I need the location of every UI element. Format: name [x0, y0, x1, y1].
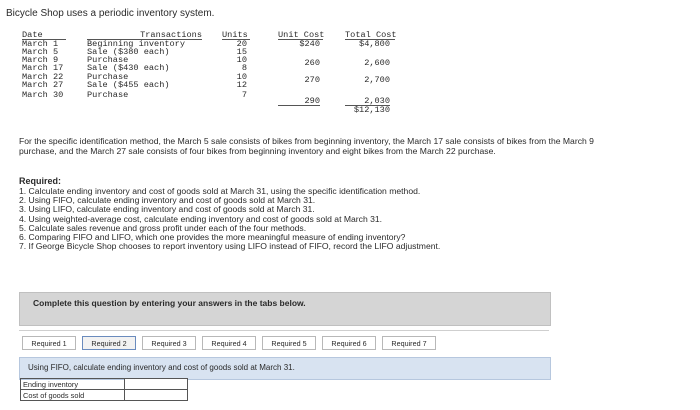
answer-row-cogs	[21, 390, 187, 400]
header-units: Units	[222, 31, 250, 40]
row-transaction: Purchase	[87, 55, 129, 65]
header-date: Date	[22, 31, 66, 40]
tab-required-3[interactable]: Required 3	[142, 336, 196, 350]
row-units: 7	[241, 90, 247, 100]
header-total-cost: Total Cost	[345, 30, 397, 40]
row-total-cost: $4,800	[359, 39, 390, 49]
requirement-item: 5. Calculate sales revenue and gross profit under each of the four methods.	[19, 222, 307, 233]
tab-required-4[interactable]: Required 4	[202, 336, 256, 350]
row-date: March 30	[22, 90, 64, 100]
row-unit-cost: 270	[304, 75, 320, 85]
row-units: 10	[236, 72, 247, 82]
requirement-item: 4. Using weighted-average cost, calculate ending inventory and cost of goods sold at March 31.	[19, 213, 383, 224]
answer-table	[20, 378, 188, 401]
row-units: 15	[236, 47, 247, 57]
question-bar	[19, 357, 551, 380]
row-units: 12	[236, 80, 247, 90]
cogs-label: Cost of goods sold	[23, 391, 85, 400]
cogs-input[interactable]	[124, 390, 187, 400]
answer-row-ending-inventory	[21, 379, 187, 390]
question-text: Using FIFO, calculate ending inventory and cost of goods sold at March 31.	[28, 363, 295, 372]
row-date: March 17	[22, 63, 64, 73]
row-total-cost: 2,700	[364, 75, 390, 85]
row-date: March 1	[22, 39, 59, 49]
requirement-item: 2. Using FIFO, calculate ending inventory and cost of goods sold at March 31.	[19, 195, 316, 206]
required-tabs	[19, 330, 549, 353]
tab-required-2[interactable]: Required 2	[82, 336, 136, 350]
row-date: March 9	[22, 55, 59, 65]
row-unit-cost: 290	[278, 97, 320, 106]
requirement-item: 1. Calculate ending inventory and cost of goods sold at March 31, using the specific identification method.	[19, 186, 421, 196]
instructions-banner	[19, 292, 551, 326]
row-transaction: Purchase	[87, 72, 129, 82]
method-paragraph: For the specific identification method, the March 5 sale consists of bikes from beginning inventory, the March 17 sale consists of bikes from the March 9 purchase, and the March 27 sale consists of four bikes from beginning inventory and eight bikes from the March 22 purchase.	[19, 136, 594, 157]
row-total-cost: 2,600	[364, 58, 390, 68]
row-transaction: Beginning inventory	[87, 39, 185, 49]
header-transactions: Transactions	[87, 31, 202, 40]
row-transaction: Sale ($380 each)	[87, 47, 170, 57]
requirement-item: 3. Using LIFO, calculate ending inventory and cost of goods sold at March 31.	[19, 204, 315, 215]
requirements-list	[19, 187, 440, 251]
row-total-cost: 2,030	[345, 97, 390, 106]
header-unit-cost: Unit Cost	[278, 30, 325, 40]
row-units: 10	[236, 55, 247, 65]
row-date: March 5	[22, 47, 59, 57]
row-transaction: Purchase	[87, 90, 129, 100]
requirement-item: 6. Comparing FIFO and LIFO, which one provides the more meaningful measure of ending inventory?	[19, 232, 406, 243]
ending-inventory-label: Ending inventory	[23, 380, 79, 389]
row-unit-cost: $240	[299, 39, 320, 49]
tab-required-5[interactable]: Required 5	[262, 336, 316, 350]
row-date: March 27	[22, 80, 64, 90]
tab-required-1[interactable]: Required 1	[22, 336, 76, 350]
row-units: 8	[241, 63, 247, 73]
row-units: 20	[236, 39, 247, 49]
grand-total: $12,130	[353, 105, 390, 115]
row-date: March 22	[22, 72, 64, 82]
row-transaction: Sale ($455 each)	[87, 80, 170, 90]
row-unit-cost: 260	[304, 58, 320, 68]
ending-inventory-input[interactable]	[124, 379, 187, 389]
problem-title: Bicycle Shop uses a periodic inventory system.	[6, 8, 215, 19]
row-transaction: Sale ($430 each)	[87, 63, 170, 73]
tab-required-6[interactable]: Required 6	[322, 336, 376, 350]
tab-required-7[interactable]: Required 7	[382, 336, 436, 350]
required-heading: Required:	[19, 176, 62, 186]
requirement-item: 7. If George Bicycle Shop chooses to report inventory using LIFO instead of FIFO, record the LIFO adjustment.	[19, 241, 441, 252]
instructions-text: Complete this question by entering your answers in the tabs below.	[33, 298, 306, 308]
